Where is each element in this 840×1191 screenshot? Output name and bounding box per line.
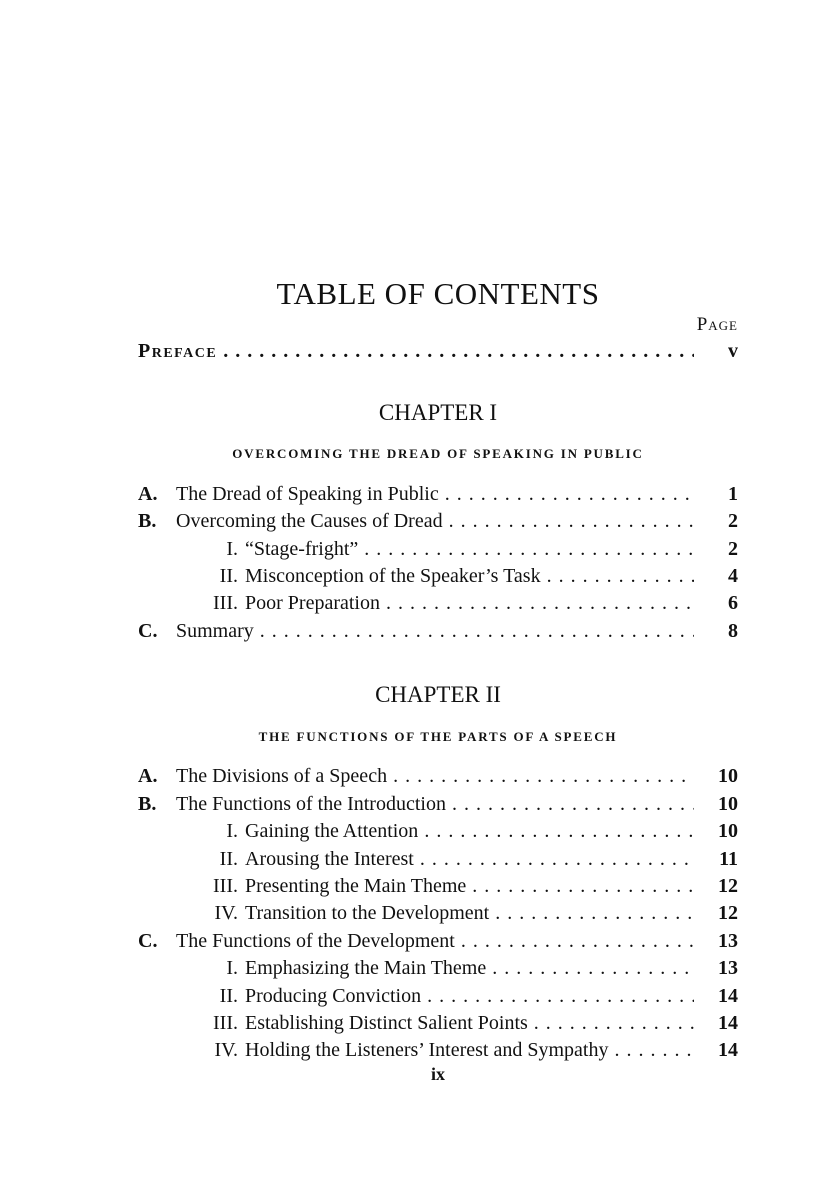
toc-entry-preface[interactable] bbox=[0, 338, 840, 365]
toc-entry-roman: I. bbox=[226, 538, 238, 560]
toc-entry[interactable] bbox=[0, 873, 840, 900]
toc-entry-page: 2 bbox=[728, 538, 738, 560]
toc-entry-page: 10 bbox=[718, 820, 738, 842]
toc-entry-roman: IV. bbox=[214, 1039, 238, 1061]
toc-entry[interactable] bbox=[0, 1010, 840, 1037]
toc-entry-label: Arousing the Interest . . . bbox=[245, 846, 694, 873]
toc-entry-label: “Stage-fright” . . . bbox=[245, 536, 694, 563]
page-column-heading: Page bbox=[696, 314, 738, 335]
toc-entry-label: Poor Preparation . . . bbox=[245, 590, 694, 617]
toc-entry-page: 11 bbox=[719, 848, 738, 870]
toc-entry[interactable] bbox=[0, 900, 840, 927]
toc-entry-label: The Dread of Speaking in Public . . . bbox=[176, 481, 694, 508]
toc-entry[interactable] bbox=[0, 618, 840, 645]
toc-entry-page: 14 bbox=[718, 1012, 738, 1034]
toc-entry[interactable] bbox=[0, 763, 840, 790]
chapter-heading: CHAPTER I bbox=[378, 400, 498, 425]
toc-entry-roman: II. bbox=[219, 985, 238, 1007]
toc-entry-label: Gaining the Attention . . . bbox=[245, 818, 694, 845]
toc-entry[interactable] bbox=[0, 1037, 840, 1064]
toc-entry-roman: IV. bbox=[214, 902, 238, 924]
toc-entry-label: Overcoming the Causes of Dread . . . bbox=[176, 508, 694, 535]
toc-entry-letter: A. bbox=[138, 765, 158, 787]
chapter-subtitle: OVERCOMING THE DREAD OF SPEAKING IN PUBLIC bbox=[232, 446, 644, 461]
toc-entry-page: 12 bbox=[718, 902, 738, 924]
toc-entry-roman: II. bbox=[219, 848, 238, 870]
toc-entry-page: v bbox=[728, 340, 738, 362]
toc-entry-label: Producing Conviction . . . bbox=[245, 983, 694, 1010]
chapter-heading: CHAPTER II bbox=[375, 682, 501, 707]
toc-entry[interactable] bbox=[0, 818, 840, 845]
toc-entry-page: 10 bbox=[718, 793, 738, 815]
toc-entry[interactable] bbox=[0, 955, 840, 982]
toc-entry-letter: B. bbox=[138, 510, 157, 532]
page-title: TABLE OF CONTENTS bbox=[276, 276, 600, 311]
toc-entry-label: Establishing Distinct Salient Points . . . bbox=[245, 1010, 694, 1037]
toc-entry-label: Transition to the Development . . . bbox=[245, 900, 694, 927]
toc-entry-page: 2 bbox=[728, 510, 738, 532]
toc-entry-label: Summary . . . bbox=[176, 618, 694, 645]
page-number: ix bbox=[430, 1064, 445, 1084]
toc-entry[interactable] bbox=[0, 928, 840, 955]
toc-entry-roman: I. bbox=[226, 820, 238, 842]
toc-entry-letter: B. bbox=[138, 793, 157, 815]
toc-entry-page: 8 bbox=[728, 620, 738, 642]
toc-entry-page: 10 bbox=[718, 765, 738, 787]
toc-entry-roman: I. bbox=[226, 957, 238, 979]
toc-entry-roman: II. bbox=[219, 565, 238, 587]
toc-entry-label: The Functions of the Introduction . . . bbox=[176, 791, 694, 818]
toc-entry-page: 12 bbox=[718, 875, 738, 897]
toc-entry-roman: III. bbox=[213, 592, 238, 614]
toc-entry-label: Holding the Listeners’ Interest and Sympathy . . . bbox=[245, 1037, 694, 1064]
toc-entry-letter: C. bbox=[138, 620, 158, 642]
toc-entry[interactable] bbox=[0, 791, 840, 818]
toc-entry-label: The Functions of the Development . . . bbox=[176, 928, 694, 955]
toc-entry-page: 6 bbox=[728, 592, 738, 614]
toc-entry[interactable] bbox=[0, 536, 840, 563]
toc-entry-label: Presenting the Main Theme . . . bbox=[245, 873, 694, 900]
toc-entry-page: 14 bbox=[718, 1039, 738, 1061]
chapter-subtitle: THE FUNCTIONS OF THE PARTS OF A SPEECH bbox=[258, 729, 618, 744]
toc-entry[interactable] bbox=[0, 983, 840, 1010]
toc-entry-letter: A. bbox=[138, 483, 158, 505]
toc-entry-roman: III. bbox=[213, 1012, 238, 1034]
toc-entry-page: 4 bbox=[728, 565, 738, 587]
toc-entry[interactable] bbox=[0, 508, 840, 535]
toc-entry-label: Preface . . . bbox=[138, 338, 694, 365]
toc-entry-label: Misconception of the Speaker’s Task . . . bbox=[245, 563, 694, 590]
toc-entry-roman: III. bbox=[213, 875, 238, 897]
toc-entry-page: 13 bbox=[718, 930, 738, 952]
toc-entry-page: 13 bbox=[718, 957, 738, 979]
toc-entry-letter: C. bbox=[138, 930, 158, 952]
toc-entry[interactable] bbox=[0, 563, 840, 590]
toc-entry-label: The Divisions of a Speech . . . bbox=[176, 763, 694, 790]
toc-entry-label: Emphasizing the Main Theme . . . bbox=[245, 955, 694, 982]
toc-entry[interactable] bbox=[0, 846, 840, 873]
toc-entry[interactable] bbox=[0, 481, 840, 508]
toc-entry[interactable] bbox=[0, 590, 840, 617]
toc-entry-page: 1 bbox=[728, 483, 738, 505]
toc-entry-page: 14 bbox=[718, 985, 738, 1007]
